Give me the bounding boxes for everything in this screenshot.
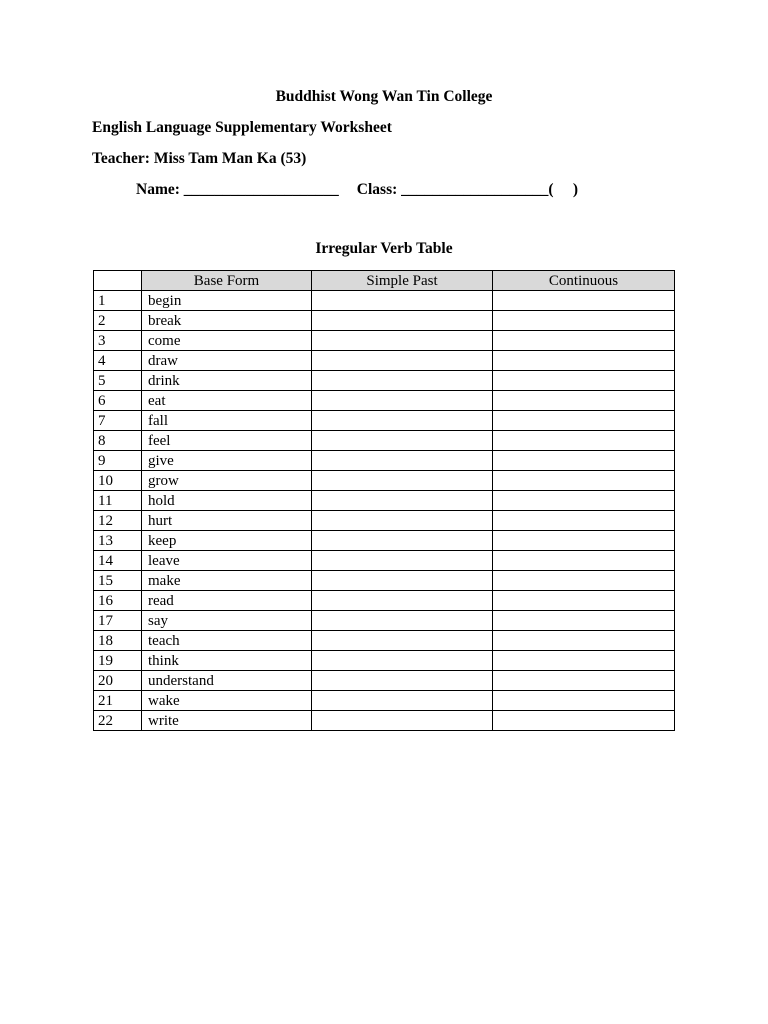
continuous-cell[interactable] xyxy=(493,391,675,411)
table-row xyxy=(94,291,675,311)
simple-past-cell[interactable] xyxy=(312,711,493,731)
base-form-cell: teach xyxy=(142,631,312,651)
simple-past-cell[interactable] xyxy=(312,391,493,411)
row-number: 11 xyxy=(94,491,142,511)
student-info-line xyxy=(136,181,578,199)
row-number: 19 xyxy=(94,651,142,671)
worksheet-subtitle: English Language Supplementary Worksheet xyxy=(92,119,392,136)
base-form-cell: think xyxy=(142,651,312,671)
table-row xyxy=(94,411,675,431)
continuous-cell[interactable] xyxy=(493,451,675,471)
school-title: Buddhist Wong Wan Tin College xyxy=(275,88,493,105)
continuous-cell[interactable] xyxy=(493,651,675,671)
header-base-form: Base Form xyxy=(142,271,312,291)
continuous-cell[interactable] xyxy=(493,291,675,311)
continuous-cell[interactable] xyxy=(493,331,675,351)
base-form-cell: leave xyxy=(142,551,312,571)
table-row xyxy=(94,591,675,611)
base-form-cell: grow xyxy=(142,471,312,491)
row-number: 20 xyxy=(94,671,142,691)
continuous-cell[interactable] xyxy=(493,491,675,511)
row-number: 18 xyxy=(94,631,142,651)
table-row xyxy=(94,631,675,651)
simple-past-cell[interactable] xyxy=(312,611,493,631)
continuous-cell[interactable] xyxy=(493,351,675,371)
row-number: 22 xyxy=(94,711,142,731)
continuous-cell[interactable] xyxy=(493,371,675,391)
table-row xyxy=(94,571,675,591)
base-form-cell: drink xyxy=(142,371,312,391)
row-number: 17 xyxy=(94,611,142,631)
row-number: 2 xyxy=(94,311,142,331)
header-simple-past: Simple Past xyxy=(312,271,493,291)
continuous-cell[interactable] xyxy=(493,591,675,611)
simple-past-cell[interactable] xyxy=(312,571,493,591)
table-row xyxy=(94,351,675,371)
table-row xyxy=(94,651,675,671)
simple-past-cell[interactable] xyxy=(312,531,493,551)
row-number: 4 xyxy=(94,351,142,371)
simple-past-cell[interactable] xyxy=(312,351,493,371)
base-form-cell: read xyxy=(142,591,312,611)
continuous-cell[interactable] xyxy=(493,531,675,551)
base-form-cell: feel xyxy=(142,431,312,451)
teacher-line: Teacher: Miss Tam Man Ka (53) xyxy=(92,150,307,167)
continuous-cell[interactable] xyxy=(493,691,675,711)
row-number: 9 xyxy=(94,451,142,471)
row-number: 5 xyxy=(94,371,142,391)
base-form-cell: make xyxy=(142,571,312,591)
irregular-verb-table xyxy=(93,270,675,731)
simple-past-cell[interactable] xyxy=(312,631,493,651)
simple-past-cell[interactable] xyxy=(312,471,493,491)
base-form-cell: eat xyxy=(142,391,312,411)
table-row xyxy=(94,691,675,711)
base-form-cell: keep xyxy=(142,531,312,551)
base-form-cell: break xyxy=(142,311,312,331)
row-number: 6 xyxy=(94,391,142,411)
simple-past-cell[interactable] xyxy=(312,591,493,611)
table-row xyxy=(94,511,675,531)
base-form-cell: give xyxy=(142,451,312,471)
continuous-cell[interactable] xyxy=(493,511,675,531)
simple-past-cell[interactable] xyxy=(312,691,493,711)
simple-past-cell[interactable] xyxy=(312,651,493,671)
table-title: Irregular Verb Table xyxy=(315,240,453,257)
table-row xyxy=(94,331,675,351)
table-row xyxy=(94,551,675,571)
table-row xyxy=(94,611,675,631)
row-number: 8 xyxy=(94,431,142,451)
continuous-cell[interactable] xyxy=(493,631,675,651)
continuous-cell[interactable] xyxy=(493,571,675,591)
base-form-cell: write xyxy=(142,711,312,731)
table-row xyxy=(94,491,675,511)
continuous-cell[interactable] xyxy=(493,711,675,731)
simple-past-cell[interactable] xyxy=(312,451,493,471)
row-number: 21 xyxy=(94,691,142,711)
continuous-cell[interactable] xyxy=(493,611,675,631)
simple-past-cell[interactable] xyxy=(312,331,493,351)
base-form-cell: draw xyxy=(142,351,312,371)
simple-past-cell[interactable] xyxy=(312,671,493,691)
base-form-cell: wake xyxy=(142,691,312,711)
row-number: 13 xyxy=(94,531,142,551)
table-row xyxy=(94,531,675,551)
continuous-cell[interactable] xyxy=(493,551,675,571)
table-row xyxy=(94,371,675,391)
header-continuous: Continuous xyxy=(493,271,675,291)
simple-past-cell[interactable] xyxy=(312,311,493,331)
simple-past-cell[interactable] xyxy=(312,371,493,391)
row-number: 15 xyxy=(94,571,142,591)
table-row xyxy=(94,711,675,731)
simple-past-cell[interactable] xyxy=(312,511,493,531)
simple-past-cell[interactable] xyxy=(312,431,493,451)
row-number: 16 xyxy=(94,591,142,611)
header-number xyxy=(94,271,142,291)
table-body xyxy=(94,291,675,731)
simple-past-cell[interactable] xyxy=(312,291,493,311)
row-number: 7 xyxy=(94,411,142,431)
base-form-cell: come xyxy=(142,331,312,351)
table-row xyxy=(94,311,675,331)
row-number: 3 xyxy=(94,331,142,351)
simple-past-cell[interactable] xyxy=(312,551,493,571)
row-number: 12 xyxy=(94,511,142,531)
base-form-cell: hold xyxy=(142,491,312,511)
table-row xyxy=(94,671,675,691)
table-row xyxy=(94,451,675,471)
base-form-cell: fall xyxy=(142,411,312,431)
table-row xyxy=(94,391,675,411)
name-field[interactable]: Name: ____________________ xyxy=(136,181,339,198)
row-number: 10 xyxy=(94,471,142,491)
base-form-cell: understand xyxy=(142,671,312,691)
simple-past-cell[interactable] xyxy=(312,491,493,511)
table-row xyxy=(94,471,675,491)
row-number: 14 xyxy=(94,551,142,571)
class-field[interactable]: Class: ___________________( ) xyxy=(356,181,579,198)
continuous-cell[interactable] xyxy=(493,471,675,491)
continuous-cell[interactable] xyxy=(493,411,675,431)
base-form-cell: begin xyxy=(142,291,312,311)
base-form-cell: hurt xyxy=(142,511,312,531)
continuous-cell[interactable] xyxy=(493,431,675,451)
base-form-cell: say xyxy=(142,611,312,631)
table-row xyxy=(94,431,675,451)
continuous-cell[interactable] xyxy=(493,311,675,331)
table-header-row xyxy=(94,271,675,291)
continuous-cell[interactable] xyxy=(493,671,675,691)
simple-past-cell[interactable] xyxy=(312,411,493,431)
row-number: 1 xyxy=(94,291,142,311)
